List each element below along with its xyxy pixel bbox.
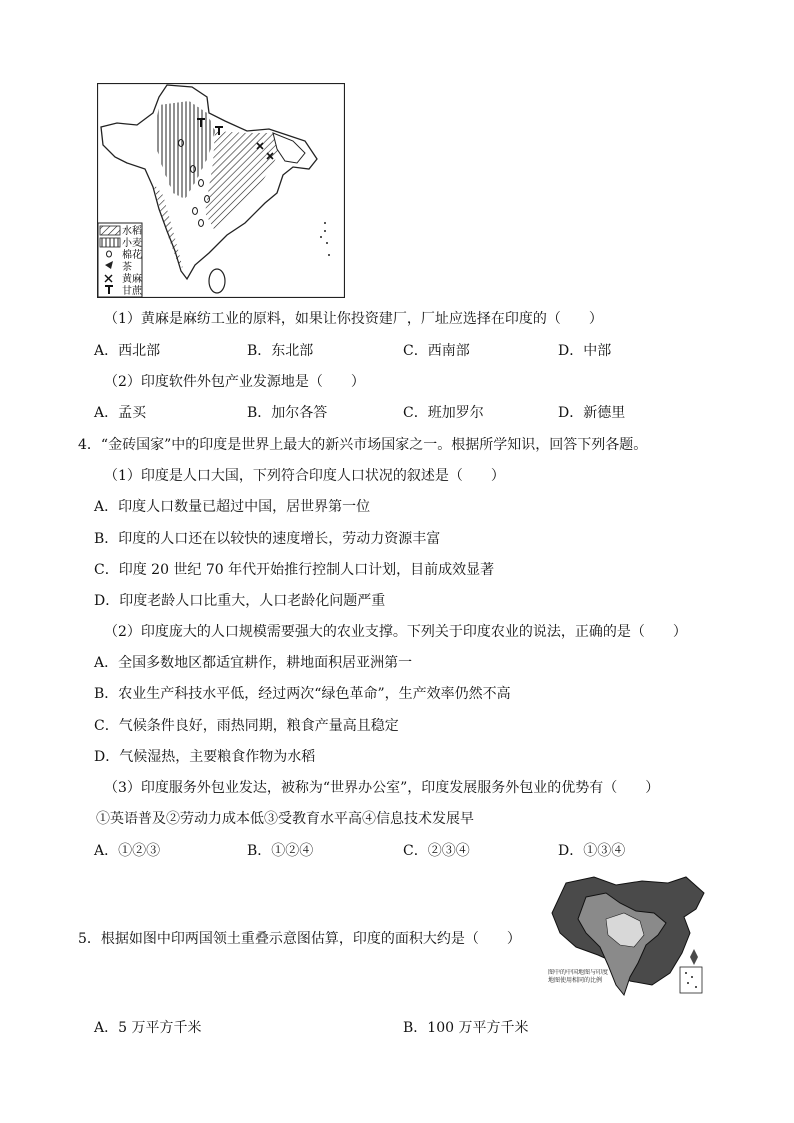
legend-wheat: 小麦 xyxy=(122,238,142,249)
q3-sub2-option-c[interactable]: C．班加罗尔 xyxy=(403,405,484,421)
q4-sub2-option-b[interactable]: B．农业生产科技水平低，经过两次“绿色革命”，生产效率仍然不高 xyxy=(94,686,511,702)
q4-sub3-option-c[interactable]: C．②③④ xyxy=(403,843,470,859)
q4-sub1-option-b[interactable]: B．印度的人口还在以较快的速度增长，劳动力资源丰富 xyxy=(94,531,441,547)
q3-sub1-option-d[interactable]: D．中部 xyxy=(558,343,612,359)
legend-jute: 黄麻 xyxy=(122,274,142,285)
q3-sub1-option-c[interactable]: C．西南部 xyxy=(403,343,470,359)
q4-sub3-option-d[interactable]: D．①③④ xyxy=(558,843,626,859)
q3-sub1-option-b[interactable]: B．东北部 xyxy=(247,343,314,359)
q4-sub1-stem: （1）印度是人口大国，下列符合印度人口状况的叙述是（ ） xyxy=(104,468,505,484)
legend-rice: 水稻 xyxy=(122,226,142,237)
legend-tea: 茶 xyxy=(122,262,132,273)
q5-stem: 5．根据如图中印两国领土重叠示意图估算，印度的面积大约是（ ） xyxy=(78,931,521,947)
india-agriculture-map xyxy=(97,83,345,298)
sri-lanka xyxy=(209,269,225,293)
q5-option-a[interactable]: A．5 万平方千米 xyxy=(94,1020,202,1036)
q4-sub1-option-d[interactable]: D．印度老龄人口比重大，人口老龄化问题严重 xyxy=(94,593,386,609)
q4-sub3-option-a[interactable]: A．①②③ xyxy=(94,843,161,859)
q3-sub1-option-a[interactable]: A．西北部 xyxy=(94,343,161,359)
south-sea-inset xyxy=(680,967,702,993)
q3-sub1-stem: （1）黄麻是麻纺工业的原料，如果让你投资建厂，厂址应选择在印度的（ ） xyxy=(104,311,603,327)
q4-sub2-option-c[interactable]: C．气候条件良好，雨热同期，粮食产量高且稳定 xyxy=(94,718,399,734)
q4-sub3-stem: （3）印度服务外包业发达，被称为“世界办公室”，印度发展服务外包业的优势有（ ） xyxy=(104,780,660,796)
q4-sub2-stem: （2）印度庞大的人口规模需要强大的农业支撑。下列关于印度农业的说法，正确的是（ ） xyxy=(104,624,687,640)
q3-sub2-option-b[interactable]: B．加尔各答 xyxy=(247,405,328,421)
q3-sub2-option-a[interactable]: A．孟买 xyxy=(94,405,147,421)
q4-sub1-option-c[interactable]: C．印度 20 世纪 70 年代开始推行控制人口计划，目前成效显著 xyxy=(94,562,495,578)
q5-option-b[interactable]: B．100 万平方千米 xyxy=(403,1020,529,1036)
q4-sub3-option-b[interactable]: B．①②④ xyxy=(247,843,314,859)
q3-sub2-option-d[interactable]: D．新德里 xyxy=(558,405,626,421)
q4-sub1-option-a[interactable]: A．印度人口数量已超过中国，居世界第一位 xyxy=(94,499,371,515)
map-note: 图中的中国地图与印度地图使用相同的比例 xyxy=(548,969,609,984)
q4-sub3-items: ①英语普及②劳动力成本低③受教育水平高④信息技术发展早 xyxy=(96,811,474,827)
q4-sub2-option-d[interactable]: D．气候湿热，主要粮食作物为水稻 xyxy=(94,749,316,765)
legend-sugarcane: 甘蔗 xyxy=(122,286,142,297)
china-india-overlay-map xyxy=(546,873,710,1005)
map-legend xyxy=(98,223,143,297)
q4-stem: 4．“金砖国家”中的印度是世界上最大的新兴市场国家之一。根据所学知识，回答下列各题。 xyxy=(78,437,648,453)
legend-cotton: 棉花 xyxy=(122,250,142,261)
q4-sub2-option-a[interactable]: A．全国多数地区都适宜耕作，耕地面积居亚洲第一 xyxy=(94,655,413,671)
q3-sub2-stem: （2）印度软件外包产业发源地是（ ） xyxy=(104,374,365,390)
